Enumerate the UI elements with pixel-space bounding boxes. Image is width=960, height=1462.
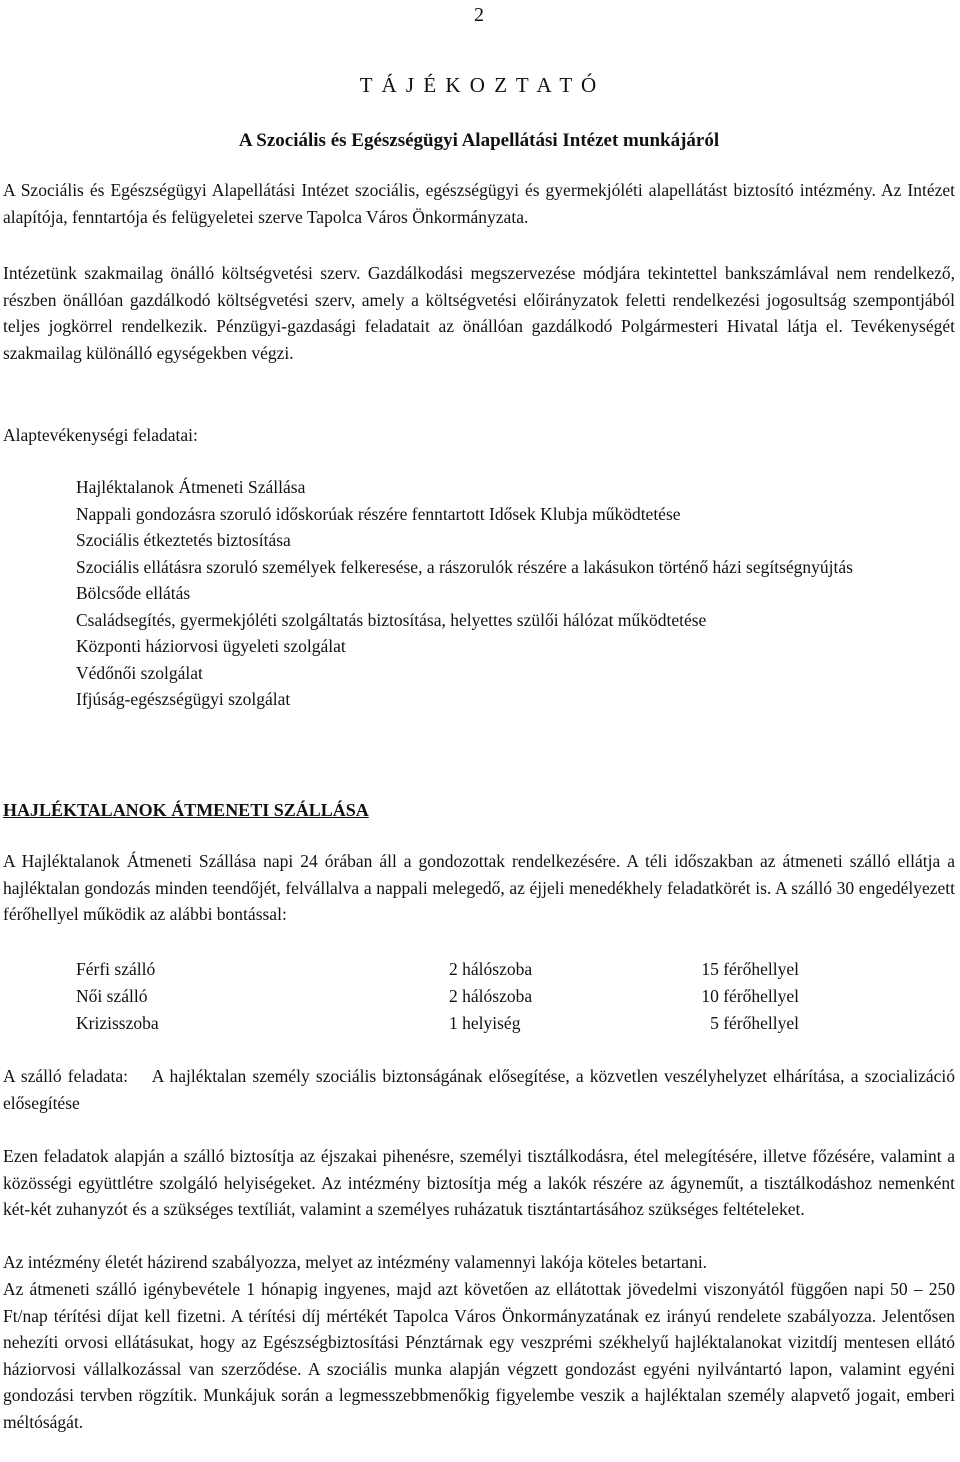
- room-count: 2 hálószoba: [449, 986, 533, 1007]
- table-row: [76, 1010, 799, 1037]
- room-type: Férfi szálló: [76, 959, 156, 980]
- room-type: Női szálló: [76, 986, 148, 1007]
- section-paragraph-4: Az átmeneti szálló igénybevétele 1 hónapig ingyenes, majd azt követően az ellátottak jövedelmi viszonyától függően napi 50 – 250 Ft/nap térítési díjat kell fizetni. A térítési díj mértékét Tapolca Város Önkormányzatának ez irányú rendelete szabályozza. Jelentősen nehezíti orvosi ellátásukat, hogy az Egészségbiztosítási Pénztárnak egy veszprémi székhelyű hajléktalanokat vizitdíj mentesen ellátó háziorvosi vállalkozással van szerződése. A szociális munka alapján végzett gondozást egyéni nyilvántartó lapon, valamint egyéni gondozási tervben rögzítik. Munkájuk során a legmesszebbmenőkig figyelembe veszik a hajléktalan személy alapvető jogait, emberi méltóságát.: [3, 1279, 955, 1432]
- list-item: Családsegítés, gyermekjóléti szolgáltatás biztosítása, helyettes szülői hálózat működtetése: [76, 609, 707, 630]
- section-heading: HAJLÉKTALANOK ÁTMENETI SZÁLLÁSA: [3, 800, 369, 820]
- room-capacity: 10 férőhellyel: [701, 986, 799, 1007]
- rooms-table: [76, 956, 799, 1037]
- room-capacity: 15 férőhellyel: [701, 959, 799, 980]
- hostel-task-text: A hajléktalan személy szociális biztonságának elősegítése, a közvetlen veszélyhelyzet elhárítása, a szocializáció elősegítése: [3, 1066, 955, 1113]
- room-count: 1 helyiség: [449, 1013, 521, 1034]
- list-item: Védőnői szolgálat: [76, 662, 203, 683]
- table-row: [76, 956, 799, 983]
- tasks-list: [76, 474, 956, 713]
- intro-paragraph-1: A Szociális és Egészségügyi Alapellátási Intézet szociális, egészségügyi és gyermekjóléti alapellátást biztosító intézmény. Az Intézet alapítója, fenntartója és felügyeletei szerve Tapolca Város Önkormányzata.: [3, 180, 955, 227]
- tasks-heading: Alaptevékenységi feladatai:: [3, 425, 198, 445]
- document-title: T Á J É K O Z T A T Ó: [359, 73, 599, 97]
- section-paragraph-2: Ezen feladatok alapján a szálló biztosítja az éjszakai pihenésre, személyi tisztálkodásra, étel melegítésére, illetve főzésére, valamint a közösségi együttlétre szolgáló helyiségeket. Az intézmény biztosítja még a lakók részére az ágyneműt, a tisztálkodáshoz nemenként két-két zuhanyzót és a szükséges textíliát, valamint a személyes ruházatuk tisztántartásához szükséges feltételeket.: [3, 1146, 955, 1219]
- list-item: Ifjúság-egészségügyi szolgálat: [76, 689, 291, 709]
- room-count: 2 hálószoba: [449, 959, 533, 980]
- list-item: Hajléktalanok Átmeneti Szállása: [76, 477, 306, 497]
- hostel-task-paragraph: [3, 1063, 955, 1116]
- list-item: Szociális ellátásra szoruló személyek felkeresése, a rászorulók részére a lakásukon történő házi segítségnyújtás: [76, 556, 853, 577]
- list-item: Szociális étkeztetés biztosítása: [76, 530, 291, 550]
- document-subtitle: A Szociális és Egészségügyi Alapellátási Intézet munkájáról: [238, 130, 720, 151]
- list-item: Nappali gondozásra szoruló időskorúak részére fenntartott Idősek Klubja működtetése: [76, 503, 681, 524]
- section-paragraph-3: Az intézmény életét házirend szabályozza, melyet az intézmény valamennyi lakója köteles betartani.: [3, 1252, 708, 1272]
- section-paragraph-1: A Hajléktalanok Átmeneti Szállása napi 24 órában áll a gondozottak rendelkezésére. A téli időszakban az átmeneti szálló ellátja a hajléktalan gondozás minden teendőjét, felvállalva a nappali melegedő, az éjjeli menedékhely feladatkörét is. A szálló 30 engedélyezett férőhellyel működik az alábbi bontással:: [3, 851, 955, 924]
- intro-paragraph-2: Intézetünk szakmailag önálló költségvetési szerv. Gazdálkodási megszervezése módjára tekintettel bankszámlával nem rendelkező, részben önállóan gazdálkodó költségvetési szerv, amely a költségvetési előirányzatok feletti rendelkezési jogosultság szempontjából teljes jogkörrel rendelkezik. Pénzügyi-gazdasági feladatait az önállóan gazdálkodó Polgármesteri Hivatal látja el. Tevékenységét szakmailag különálló egységekben végzi.: [3, 263, 955, 363]
- list-item: Központi háziorvosi ügyeleti szolgálat: [76, 636, 346, 656]
- list-item: Bölcsőde ellátás: [76, 583, 191, 603]
- room-type: Krizisszoba: [76, 1013, 159, 1034]
- table-row: [76, 983, 799, 1010]
- page-number: 2: [474, 4, 484, 26]
- room-capacity: 5 férőhellyel: [710, 1013, 799, 1034]
- hostel-task-label: A szálló feladata:: [3, 1066, 129, 1086]
